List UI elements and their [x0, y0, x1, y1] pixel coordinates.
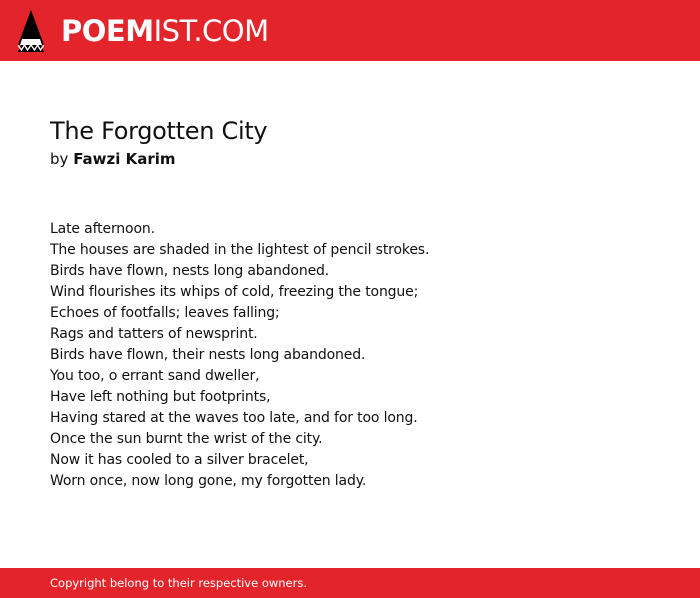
poem-line: Late afternoon. — [50, 221, 155, 237]
poem-line: Birds have flown, their nests long abandoned. — [50, 347, 366, 363]
poem-line: Birds have flown, nests long abandoned. — [50, 263, 330, 279]
site-header — [0, 0, 700, 61]
poem-line: The houses are shaded in the lightest of pencil strokes. — [50, 242, 430, 258]
poem-line: Having stared at the waves too late, and for too long. — [50, 410, 418, 426]
poem-line: Now it has cooled to a silver bracelet, — [50, 452, 309, 468]
poem-line: Wind flourishes its whips of cold, freezing the tongue; — [50, 284, 419, 300]
poem-byline — [50, 148, 176, 170]
poem-line: You too, o errant sand dweller, — [50, 368, 260, 384]
poem-line: Rags and tatters of newsprint. — [50, 326, 258, 342]
site-footer — [0, 568, 700, 598]
site-logo-text — [61, 13, 269, 48]
pencil-tip-icon — [18, 10, 44, 52]
poem-line: Once the sun burnt the wrist of the city. — [50, 431, 323, 447]
poem-title: The Forgotten City — [50, 117, 268, 145]
copyright-text: Copyright belong to their respective owners. — [50, 576, 308, 590]
logo-brand-light: IST.COM — [153, 13, 269, 48]
poem-body — [50, 219, 429, 492]
poem-line: Have left nothing but footprints, — [50, 389, 271, 405]
author-link[interactable]: Fawzi Karim — [73, 150, 176, 168]
logo-brand-bold: POEM — [61, 13, 154, 48]
poem-line: Echoes of footfalls; leaves falling; — [50, 305, 280, 321]
site-logo-link[interactable] — [18, 10, 269, 52]
byline-prefix: by — [50, 150, 69, 168]
poem-line: Worn once, now long gone, my forgotten lady. — [50, 473, 367, 489]
